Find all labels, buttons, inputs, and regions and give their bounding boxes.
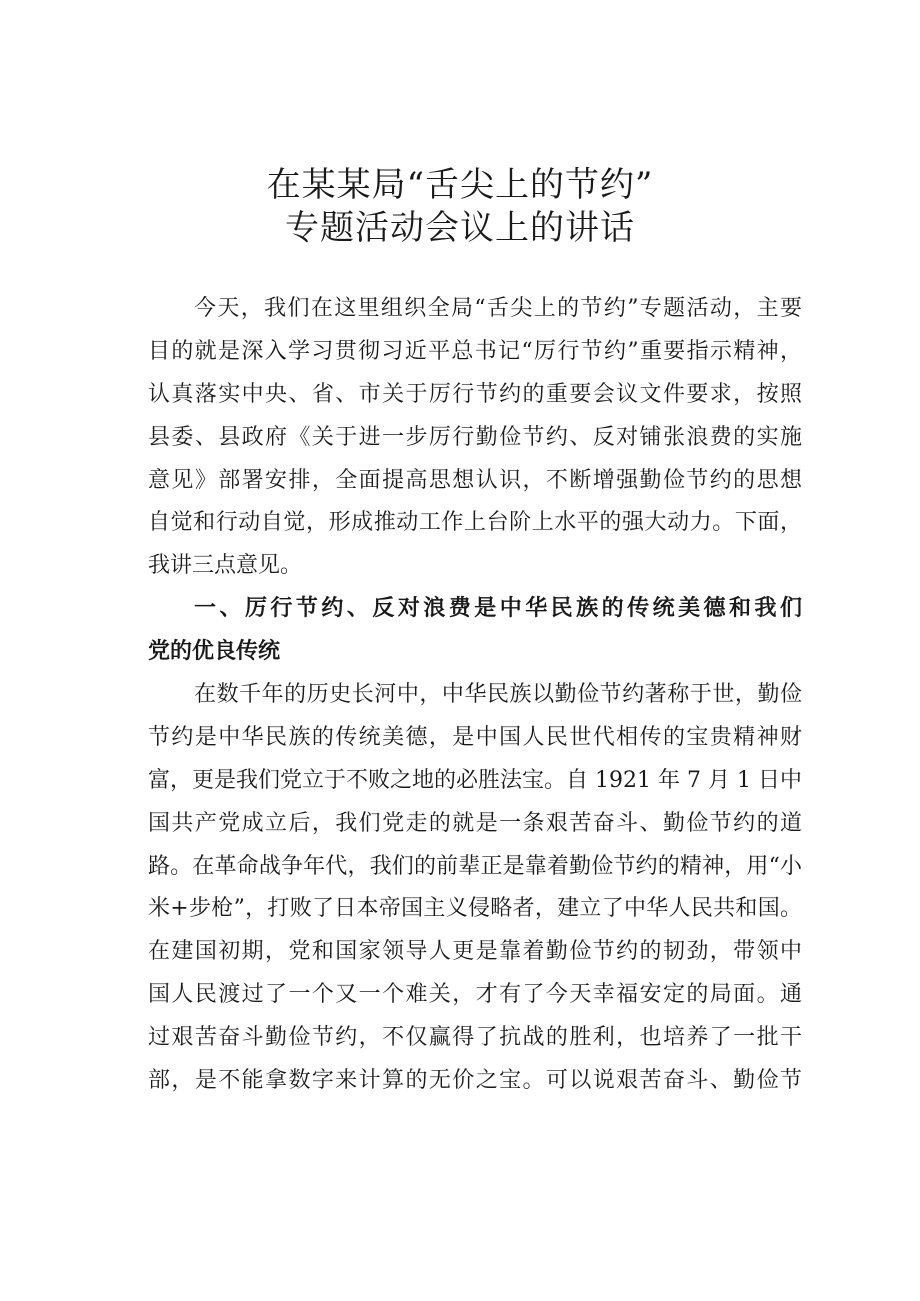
- paragraph-1: [148, 288, 802, 588]
- text-line: 路。在革命战争年代，我们的前辈正是靠着勤俭节约的精神，用“小: [148, 853, 802, 879]
- text-line: 认真落实中央、省、市关于厉行节约的重要会议文件要求，按照: [148, 381, 802, 407]
- section-heading-1: [148, 588, 802, 674]
- text-line: 在建国初期，党和国家领导人更是靠着勤俭节约的韧劲，带领中: [148, 939, 802, 965]
- text-line: 富，更是我们党立于不败之地的必胜法宝。自 1921 年 7 月 1 日中: [148, 767, 802, 793]
- text-line: 今天，我们在这里组织全局“舌尖上的节约”专题活动，主要: [194, 296, 802, 321]
- text-line: 目的就是深入学习贯彻习近平总书记“厉行节约”重要指示精神，: [148, 338, 802, 364]
- document-title-line-1: 在某某局“舌尖上的节约”: [266, 165, 654, 205]
- heading-line: 一、厉行节约、反对浪费是中华民族的传统美德和我们: [194, 596, 802, 622]
- text-line: 部，是不能拿数字来计算的无价之宝。可以说艰苦奋斗、勤俭节: [148, 1068, 802, 1094]
- heading-line: 党的优良传统: [148, 639, 281, 665]
- text-line: 在数千年的历史长河中，中华民族以勤俭节约著称于世，勤俭: [194, 682, 802, 708]
- text-line: 国人民渡过了一个又一个难关，才有了今天幸福安定的局面。通: [148, 982, 802, 1008]
- document-title-line-2: 专题活动会议上的讲话: [285, 208, 635, 248]
- text-line: 我讲三点意见。: [148, 553, 303, 579]
- text-line: 国共产党成立后，我们党走的就是一条艰苦奋斗、勤俭节约的道: [148, 810, 802, 836]
- text-line: 节约是中华民族的传统美德，是中国人民世代相传的宝贵精神财: [148, 724, 802, 750]
- text-line: 米+步枪”，打败了日本帝国主义侵略者，建立了中华人民共和国。: [148, 896, 802, 922]
- text-line: 意见》部署安排，全面提高思想认识，不断增强勤俭节约的思想: [148, 467, 802, 493]
- text-line: 过艰苦奋斗勤俭节约，不仅赢得了抗战的胜利，也培养了一批干: [148, 1025, 802, 1051]
- document-body: [148, 288, 802, 1103]
- paragraph-2: [148, 674, 802, 1103]
- text-line: 自觉和行动自觉，形成推动工作上台阶上水平的强大动力。下面，: [148, 510, 802, 536]
- text-line: 县委、县政府《关于进一步厉行勤俭节约、反对铺张浪费的实施: [148, 424, 802, 450]
